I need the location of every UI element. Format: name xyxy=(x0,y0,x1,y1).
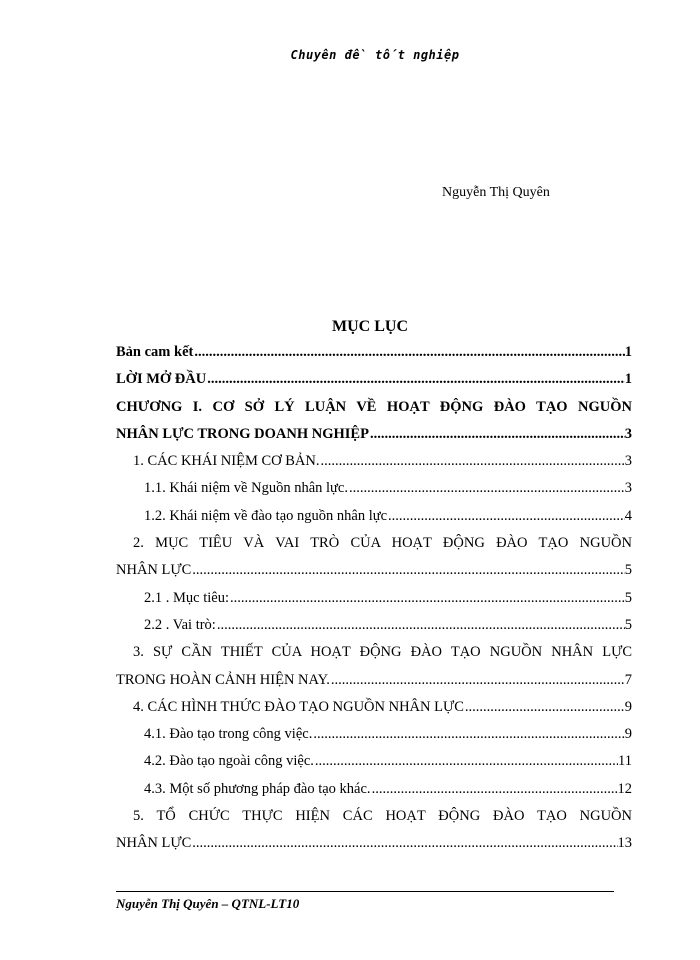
toc-entry-text: TRONG HOÀN CẢNH HIỆN NAY. xyxy=(116,671,330,688)
page-header: Chuyên đề tốt nghiệp xyxy=(290,48,460,62)
toc-entry xyxy=(116,503,632,530)
author-name: Nguyễn Thị Quyên xyxy=(442,185,550,200)
toc-dot-leader xyxy=(348,475,625,502)
footer-divider xyxy=(116,891,614,892)
toc-entry-text: Bản cam kết xyxy=(116,344,194,360)
toc-dot-leader xyxy=(206,366,625,393)
toc-entry xyxy=(116,667,632,694)
toc-entry xyxy=(116,530,632,557)
toc-page-number: 3 xyxy=(624,453,632,470)
toc-page-number: 11 xyxy=(618,753,632,770)
toc-entry xyxy=(116,694,632,721)
toc-page-number: 9 xyxy=(624,698,632,715)
toc-entry xyxy=(116,776,632,803)
page-footer: Nguyễn Thị Quyên – QTNL-LT10 xyxy=(116,896,300,911)
toc-page-number: 5 xyxy=(624,589,632,606)
toc-entry xyxy=(116,475,632,502)
toc-entry xyxy=(116,421,632,448)
toc-page-number: 7 xyxy=(624,671,632,688)
toc-entry-text: NHÂN LỰC xyxy=(116,835,192,852)
toc-page-number: 5 xyxy=(624,616,632,633)
toc-entry xyxy=(116,366,632,393)
toc-entry xyxy=(116,748,632,775)
toc-dot-leader xyxy=(229,585,625,612)
toc-page-number: 12 xyxy=(617,780,632,797)
toc-entry-text: 1. CÁC KHÁI NIỆM CƠ BẢN. xyxy=(133,453,320,470)
toc-entry-text: 1.2. Khái niệm về đào tạo nguồn nhân lực xyxy=(144,507,388,524)
toc-entry-text: 2.2 . Vai trò: xyxy=(144,616,216,633)
toc-entry-text: 2.1 . Mục tiêu: xyxy=(144,589,229,606)
toc-entry-text: 4.2. Đào tạo ngoài công việc. xyxy=(144,753,314,770)
toc-entry-text: 4.3. Một số phương pháp đào tạo khác. xyxy=(144,780,371,797)
toc-entry-text: 5. TỔ CHỨC THỰC HIỆN CÁC HOẠT ĐỘNG ĐÀO TẠO NGUỒN xyxy=(133,808,632,825)
toc-dot-leader xyxy=(191,830,617,857)
toc-page-number: 4 xyxy=(624,507,632,524)
toc-entry-text: NHÂN LỰC TRONG DOANH NGHIỆP xyxy=(116,425,369,442)
toc-entry xyxy=(116,557,632,584)
toc-entry-text: 4. CÁC HÌNH THỨC ĐÀO TẠO NGUỒN NHÂN LỰC xyxy=(133,698,464,715)
toc-entry-text: 3. SỰ CẦN THIẾT CỦA HOẠT ĐỘNG ĐÀO TẠO NGUỒN NHÂN LỰC xyxy=(133,644,632,661)
toc-dot-leader xyxy=(369,421,625,448)
toc-page-number: 13 xyxy=(617,835,632,852)
toc-entry-text: NHÂN LỰC xyxy=(116,562,192,579)
toc-dot-leader xyxy=(387,503,625,530)
toc-entry-text: CHƯƠNG I. CƠ SỞ LÝ LUẬN VỀ HOẠT ĐỘNG ĐÀO TẠO NGUỒN xyxy=(116,398,632,415)
table-of-contents xyxy=(116,339,632,858)
toc-entry-text: 1.1. Khái niệm về Nguồn nhân lực. xyxy=(144,480,348,497)
toc-entry xyxy=(116,339,632,366)
toc-dot-leader xyxy=(371,776,618,803)
toc-entry-text: 2. MỤC TIÊU VÀ VAI TRÒ CỦA HOẠT ĐỘNG ĐÀO TẠO NGUỒN xyxy=(133,535,632,552)
toc-entry xyxy=(116,830,632,857)
toc-dot-leader xyxy=(193,339,624,366)
toc-dot-leader xyxy=(312,721,624,748)
toc-entry xyxy=(116,585,632,612)
toc-dot-leader xyxy=(216,612,625,639)
toc-title: MỤC LỤC xyxy=(332,318,408,335)
toc-entry xyxy=(116,639,632,666)
toc-dot-leader xyxy=(191,557,624,584)
toc-entry-text: 4.1. Đào tạo trong công việc. xyxy=(144,726,313,743)
toc-dot-leader xyxy=(330,667,625,694)
toc-entry-text: LỜI MỞ ĐẦU xyxy=(116,371,207,388)
toc-dot-leader xyxy=(464,694,625,721)
toc-page-number: 5 xyxy=(624,562,632,579)
toc-entry xyxy=(116,803,632,830)
toc-dot-leader xyxy=(314,748,618,775)
toc-page-number: 9 xyxy=(624,726,632,743)
toc-entry xyxy=(116,721,632,748)
toc-entry xyxy=(116,612,632,639)
toc-entry xyxy=(116,448,632,475)
toc-page-number: 1 xyxy=(624,371,632,388)
toc-dot-leader xyxy=(320,448,625,475)
toc-entry xyxy=(116,394,632,421)
toc-page-number: 3 xyxy=(624,480,632,497)
toc-page-number: 1 xyxy=(624,344,632,360)
toc-page-number: 3 xyxy=(624,425,632,442)
